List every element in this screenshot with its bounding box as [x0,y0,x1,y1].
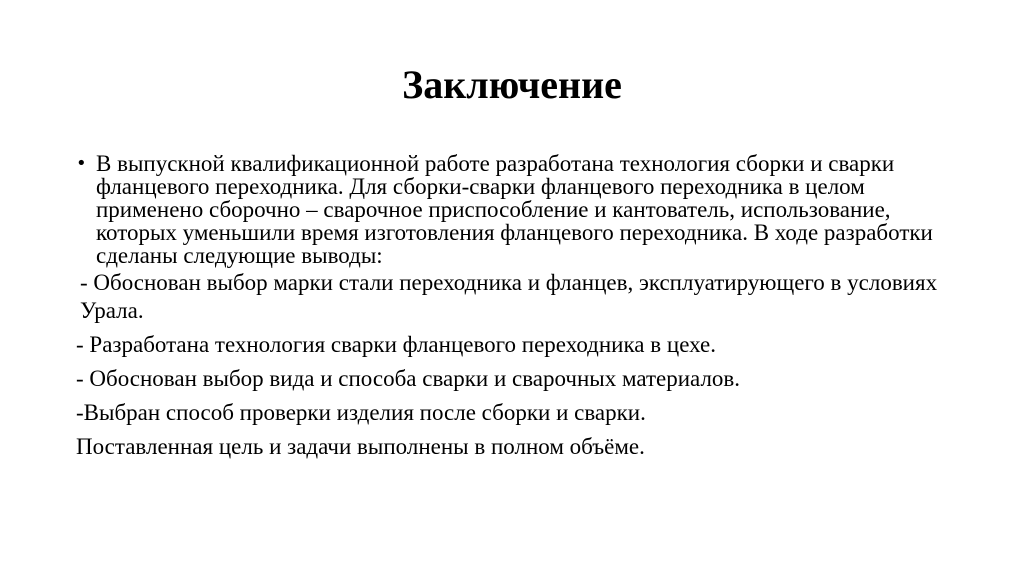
conclusion-item-steel-choice: - Обоснован выбор марки стали переходника и фланцев, эксплуатирующего в условиях Урала. [80,270,938,323]
bullet-item [76,152,956,267]
conclusion-item-welding-method: - Обоснован выбор вида и способа сварки и сварочных материалов. [76,366,741,391]
slide-title: Заключение [402,62,622,107]
conclusion-item-inspection-method: -Выбран способ проверки изделия после сборки и сварки. [76,400,646,425]
conclusion-final-statement: Поставленная цель и задачи выполнены в полном объёме. [76,434,645,459]
bullet-marker: • [76,153,87,174]
conclusion-item-welding-technology: - Разработана технология сварки фланцевого переходника в цехе. [76,332,716,357]
bullet-text: В выпускной квалификационной работе разработана технология сборки и сварки фланцевого переходника. Для сборки-сварки фланцевого переходника в целом применено сборочно – сварочное приспособление и кантователь, использование, которых уменьшили время изготовления фланцевого переходника. В ходе разработки сделаны следующие выводы: [96,151,933,268]
slide-content [76,152,956,461]
